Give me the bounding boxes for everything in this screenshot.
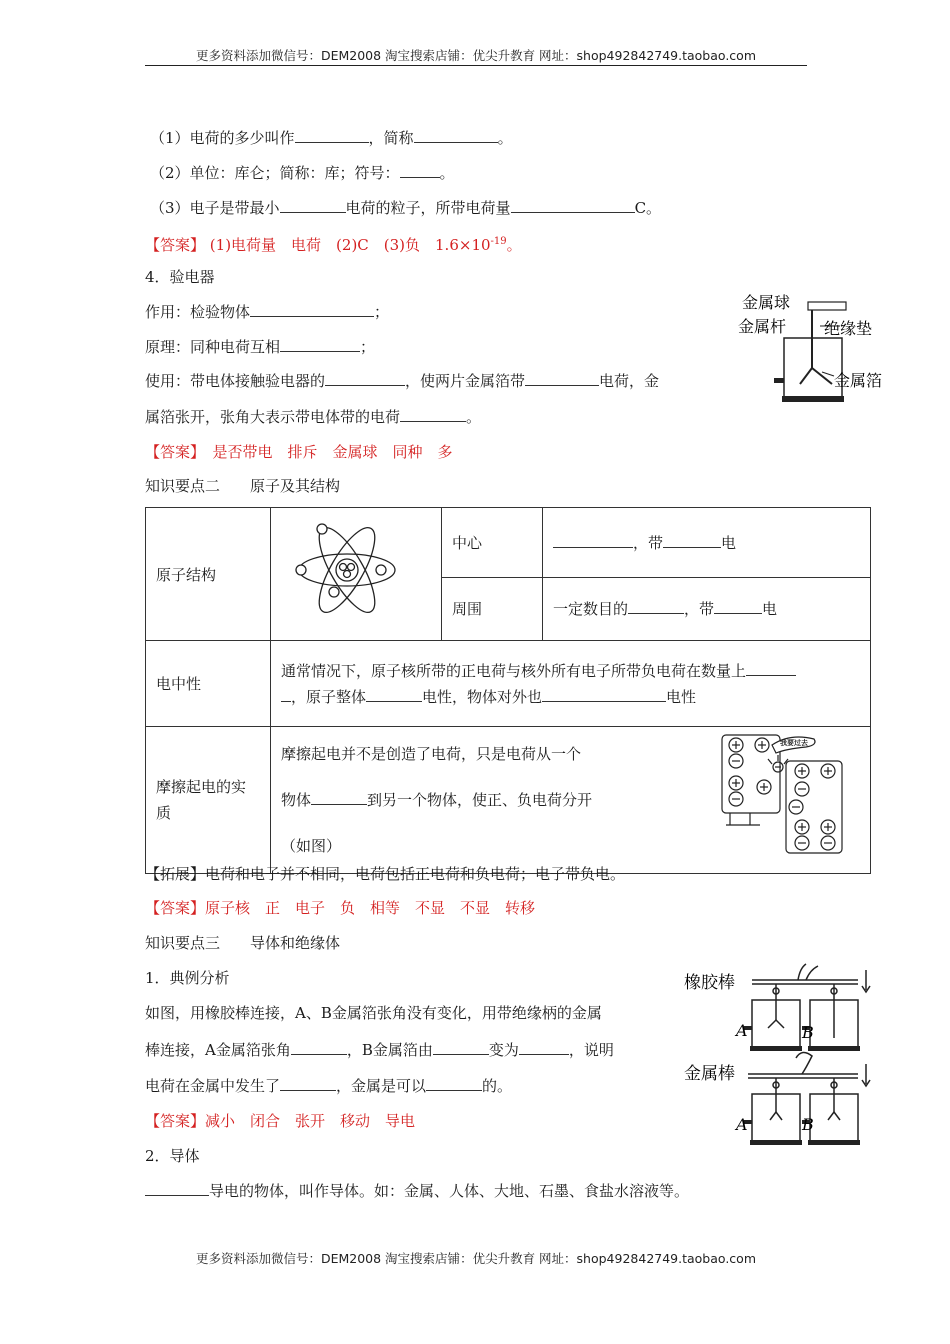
section3-p4: 导电的物体，叫作导体。如：金属、人体、大地、石墨、食盐水溶液等。 bbox=[145, 1181, 689, 1201]
blank bbox=[311, 790, 367, 805]
bubble-text: 我要过去 bbox=[780, 739, 808, 747]
cell-around: 周围 bbox=[442, 577, 543, 640]
section3-title: 知识要点三 导体和绝缘体 bbox=[145, 934, 341, 952]
label-rubber: 橡胶棒 bbox=[684, 973, 735, 993]
electron bbox=[329, 587, 339, 597]
handle bbox=[796, 1052, 812, 1074]
label-foil: 金属箔 bbox=[834, 371, 883, 390]
electroscope-usage: 使用：带电体接触验电器的 ，使两片金属箔带 电荷，金 bbox=[145, 372, 660, 390]
section3-answer: 【答案】减小 闭合 张开 移动 导电 bbox=[145, 1112, 416, 1130]
q2-line: （2）单位：库仑；简称：库；符号： 。 bbox=[150, 164, 455, 182]
cell-center: 中心 bbox=[442, 508, 543, 578]
section3-sub1: 1．典例分析 bbox=[145, 969, 230, 987]
cell-atom-structure: 原子结构 bbox=[146, 508, 271, 641]
q1-line: （1）电荷的多少叫作 ，简称 。 bbox=[150, 129, 513, 147]
section3-p1: 如图，用橡胶棒连接，A、B金属箔张角没有变化，用带绝缘柄的金属 bbox=[145, 1004, 602, 1022]
section3-p2: 棒连接，A金属箔张角 ，B金属箔由 变为 ，说明 bbox=[145, 1041, 614, 1059]
label-rod: 金属杆 bbox=[738, 317, 787, 336]
blank bbox=[746, 661, 796, 676]
header-rule bbox=[145, 65, 807, 66]
electroscope-base bbox=[782, 396, 844, 402]
cell-friction: 摩擦起电的实质 bbox=[146, 727, 271, 874]
hand bbox=[798, 964, 818, 980]
foil-right bbox=[812, 368, 832, 384]
electron bbox=[296, 565, 306, 575]
extend-line: 【拓展】电荷和电子并不相同，电荷包括正电荷和负电荷；电子带负电。 bbox=[145, 865, 626, 883]
cell-neutral-text: 通常情况下，原子核所带的正电荷与核外所有电子所带负电荷在数量上 ，原子整体 电性，物体对外也 电性 bbox=[271, 641, 871, 727]
friction-figure bbox=[720, 731, 848, 859]
electron bbox=[317, 524, 327, 534]
label-b: B bbox=[802, 1023, 814, 1042]
label-ball: 金属球 bbox=[742, 293, 791, 312]
section3-p3: 电荷在金属中发生了 ，金属是可以 的。 bbox=[145, 1077, 513, 1095]
blank bbox=[553, 533, 633, 548]
atom-table bbox=[145, 507, 871, 874]
charge-answer: 【答案】 (1)电荷量 电荷 (2)C (3)负 $1.6\times 10^{-19}$。 bbox=[145, 236, 522, 254]
blank bbox=[628, 599, 684, 614]
blank bbox=[280, 337, 360, 352]
blank bbox=[250, 302, 374, 317]
electroscope-title: 4．验电器 bbox=[145, 268, 215, 286]
cell-atom-diagram bbox=[271, 508, 442, 641]
electroscope-principle: 原理：同种电荷互相 ； bbox=[145, 338, 376, 356]
q3-line: （3）电子是带最小 电荷的粒子，所带电荷量 C。 bbox=[150, 199, 662, 217]
electroscope-use: 作用：检验物体 ； bbox=[145, 303, 390, 321]
blank bbox=[280, 1076, 336, 1091]
leader-line bbox=[822, 372, 834, 376]
label-metal: 金属棒 bbox=[684, 1064, 735, 1084]
electroscope-usage2: 属箔张开，张角大表示带电体带的电荷 。 bbox=[145, 408, 482, 426]
blank bbox=[280, 198, 346, 213]
blank bbox=[433, 1040, 489, 1055]
electroscope-figure bbox=[736, 288, 894, 406]
electron bbox=[376, 565, 386, 575]
electroscope-handle bbox=[774, 378, 784, 383]
blank bbox=[281, 687, 291, 702]
blank bbox=[291, 1040, 347, 1055]
section3-sub2: 2．导体 bbox=[145, 1147, 200, 1165]
blank bbox=[525, 371, 599, 386]
blank bbox=[511, 198, 635, 213]
cell-neutral: 电中性 bbox=[146, 641, 271, 727]
page-header: 更多资料添加微信号：DEM2008 淘宝搜索店铺：优尖升教育 网址：shop492842749.taobao.com bbox=[195, 48, 757, 63]
blank bbox=[400, 407, 466, 422]
page-footer: 更多资料添加微信号：DEM2008 淘宝搜索店铺：优尖升教育 网址：shop492842749.taobao.com bbox=[195, 1251, 757, 1266]
blank bbox=[414, 128, 498, 143]
blank bbox=[663, 533, 721, 548]
section2-answer: 【答案】原子核 正 电子 负 相等 不显 不显 转移 bbox=[145, 899, 536, 917]
blank bbox=[400, 163, 440, 178]
metal-ball bbox=[808, 302, 846, 310]
blank bbox=[542, 687, 666, 702]
conductor-figure bbox=[682, 958, 882, 1158]
label-a: A bbox=[736, 1021, 748, 1040]
blank bbox=[325, 371, 405, 386]
cell-center-blank: ，带 电 bbox=[543, 508, 871, 578]
blank bbox=[426, 1076, 482, 1091]
cell-around-blank: 一定数目的 ，带 电 bbox=[543, 577, 871, 640]
label-a2: A bbox=[736, 1115, 748, 1134]
blank bbox=[519, 1040, 569, 1055]
object-left bbox=[722, 735, 780, 813]
blank bbox=[366, 687, 422, 702]
label-pad: 绝缘垫 bbox=[824, 319, 873, 338]
blank bbox=[295, 128, 369, 143]
section2-title: 知识要点二 原子及其结构 bbox=[145, 477, 341, 495]
blank bbox=[714, 599, 762, 614]
electroscope-answer: 【答案】 是否带电 排斥 金属球 同种 多 bbox=[145, 443, 453, 461]
foil-left bbox=[800, 368, 812, 384]
cell-friction-text: 摩擦起电并不是创造了电荷，只是电荷从一个 物体 到另一个物体，使正、负电荷分开 （如图） 我要过去 bbox=[271, 727, 871, 874]
label-b2: B bbox=[802, 1115, 814, 1134]
atom-diagram bbox=[271, 508, 441, 636]
blank bbox=[145, 1181, 209, 1196]
